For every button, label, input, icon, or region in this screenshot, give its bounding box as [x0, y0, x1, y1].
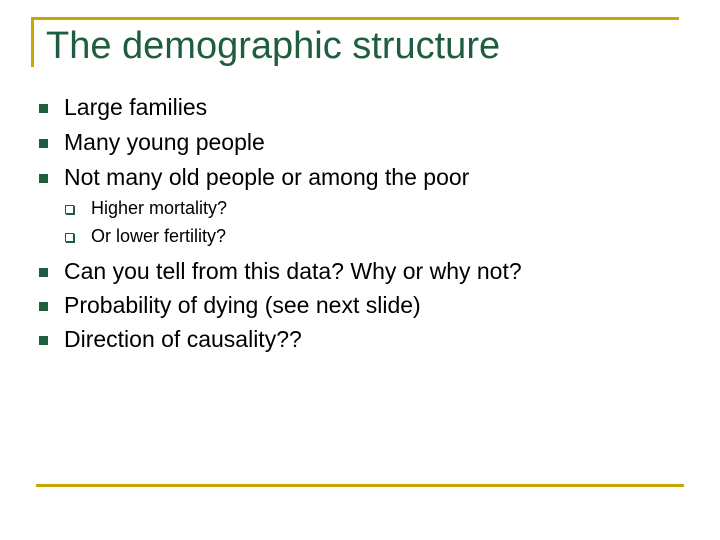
left-rule — [31, 17, 34, 67]
bullet-square-icon — [39, 268, 48, 277]
bullet-box-icon — [65, 205, 74, 214]
bullet-square-icon — [39, 174, 48, 183]
bullet-item: Large families — [64, 94, 208, 120]
sub-bullet-item: Or lower fertility? — [91, 226, 227, 246]
sub-bullet-item: Higher mortality? — [91, 198, 228, 218]
bullet-item: Not many old people or among the poor — [64, 164, 470, 190]
bullet-item: Can you tell from this data? Why or why not? — [64, 258, 522, 284]
bullet-item: Probability of dying (see next slide) — [64, 292, 421, 318]
bullet-item: Direction of causality?? — [64, 326, 302, 352]
slide-title: The demographic structure — [46, 25, 501, 67]
bullet-box-icon — [65, 233, 74, 242]
bullet-square-icon — [39, 336, 48, 345]
bullet-item: Many young people — [64, 129, 265, 155]
bottom-rule — [36, 484, 684, 487]
top-rule — [31, 17, 679, 20]
bullet-square-icon — [39, 104, 48, 113]
bullet-square-icon — [39, 302, 48, 311]
bullet-square-icon — [39, 139, 48, 148]
